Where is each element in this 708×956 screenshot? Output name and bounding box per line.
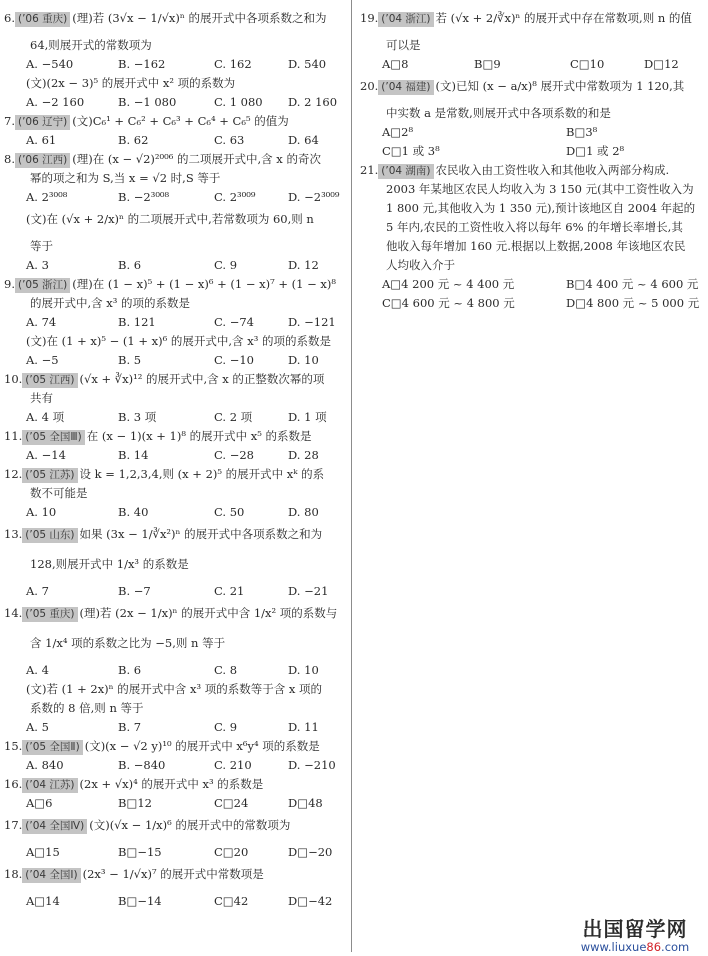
question-line (4, 427, 344, 446)
question-line (4, 294, 344, 313)
option-c: C□20 (214, 845, 249, 859)
question-line (360, 36, 700, 55)
question-number: 16. (4, 777, 23, 791)
question-text: (√x + ∛x)¹² 的展开式中,含 x 的正整数次幂的项 (79, 372, 325, 386)
question-text: (文)在 (1 + x)⁵ − (1 + x)⁶ 的展开式中,含 x³ 的项的系数是 (26, 334, 331, 348)
question-text: (理)在 (1 − x)⁵ + (1 − x)⁶ + (1 − x)⁷ + (1 − x)⁸ (72, 277, 337, 291)
answer-options (4, 843, 344, 862)
question-text: (理)若 (3√x − 1/√x)ⁿ 的展开式中各项系数之和为 (72, 11, 327, 25)
answer-options (4, 408, 344, 427)
question-line (4, 237, 344, 256)
option-d: D. 540 (288, 57, 327, 71)
question-text: (文)已知 (x − a/x)⁸ 展开式中常数项为 1 120,其 (435, 79, 685, 93)
source-badge: (’05 山东) (22, 528, 77, 543)
question-number: 21. (360, 163, 379, 177)
question-item (4, 275, 344, 370)
question-line (4, 389, 344, 408)
option-b: B. 7 (118, 720, 142, 734)
question-text: 数不可能是 (30, 486, 88, 500)
option-c: C. 2 项 (214, 410, 253, 424)
question-text: 中实数 a 是常数,则展开式中各项系数的和是 (386, 106, 611, 120)
question-line (4, 112, 344, 131)
option-a: A□2⁸ (382, 125, 414, 139)
option-d: D□−42 (288, 894, 333, 908)
option-a: A□15 (26, 845, 60, 859)
watermark-title: 出国留学网 (582, 917, 688, 941)
option-b: B□−14 (118, 894, 162, 908)
option-c: C□1 或 3⁸ (382, 144, 440, 158)
option-b: B. −162 (118, 57, 166, 71)
answer-options (4, 582, 344, 601)
question-line (4, 680, 344, 699)
option-a: A. 61 (26, 133, 57, 147)
source-badge: (’05 江西) (22, 373, 77, 388)
option-a: A□6 (26, 796, 53, 810)
option-c: C. 162 (214, 57, 252, 71)
question-text: (文)(√x − 1/x)⁶ 的展开式中的常数项为 (89, 818, 291, 832)
source-badge: (’04 江苏) (22, 778, 77, 793)
option-d: D. 28 (288, 448, 319, 462)
question-line (360, 237, 700, 256)
question-line (360, 104, 700, 123)
option-b: B. 6 (118, 258, 142, 272)
question-text: 设 k = 1,2,3,4,则 (x + 2)⁵ 的展开式中 xᵏ 的系 (79, 467, 325, 481)
option-b: B. 40 (118, 505, 149, 519)
answer-options (4, 503, 344, 522)
question-text: 的展开式中,含 x³ 的项的系数是 (30, 296, 191, 310)
question-text: (文)(2x − 3)⁵ 的展开式中 x² 项的系数为 (26, 76, 236, 90)
question-item (4, 112, 344, 150)
answer-options (4, 131, 344, 150)
option-c: C. −74 (214, 315, 254, 329)
source-badge: (’05 江苏) (22, 468, 77, 483)
question-item (360, 6, 700, 74)
question-number: 8. (4, 152, 15, 166)
left-column (4, 6, 344, 911)
sub-question (4, 207, 344, 275)
option-d: D. 80 (288, 505, 319, 519)
option-d: D. 11 (288, 720, 319, 734)
question-line (4, 275, 344, 294)
question-text: 如果 (3x − 1/∛x²)ⁿ 的展开式中各项系数之和为 (79, 527, 323, 541)
option-b: B. 14 (118, 448, 149, 462)
source-badge: (’04 全国Ⅰ) (22, 868, 80, 883)
option-b: B. 62 (118, 133, 149, 147)
option-c: C. 1 080 (214, 95, 263, 109)
url-highlight: 86 (646, 940, 662, 954)
question-text: (文)C₆¹ + C₆² + C₆³ + C₆⁴ + C₆⁵ 的值为 (72, 114, 289, 128)
option-d: D. 10 (288, 353, 319, 367)
option-c: C□10 (570, 57, 605, 71)
source-badge: (’04 湖南) (378, 164, 433, 179)
option-d: D. −21 (288, 584, 329, 598)
question-line (4, 74, 344, 93)
option-d: D□48 (288, 796, 323, 810)
source-badge: (’06 重庆) (15, 12, 70, 27)
question-item (4, 465, 344, 522)
question-item (360, 74, 700, 161)
answer-options (4, 892, 344, 911)
url-prefix: www.liuxue (580, 940, 647, 954)
question-line (360, 199, 700, 218)
question-line (4, 169, 344, 188)
option-b: B□9 (474, 57, 501, 71)
question-text: 5 年内,农民的工资性收入将以每年 6% 的年增长率增长,其 (386, 220, 683, 234)
question-line (360, 74, 700, 104)
question-text: 系数的 8 倍,则 n 等于 (30, 701, 144, 715)
question-item (4, 862, 344, 911)
question-item (4, 775, 344, 813)
option-c: C. 63 (214, 133, 245, 147)
question-line (360, 6, 700, 36)
question-text: 2003 年某地区农民人均收入为 3 150 元(其中工资性收入为 (386, 182, 694, 196)
option-a: A. 74 (26, 315, 57, 329)
url-suffix: .com (661, 940, 690, 954)
question-number: 11. (4, 429, 23, 443)
question-line (4, 552, 344, 582)
answer-options (4, 756, 344, 775)
answer-options (4, 313, 344, 332)
option-c: C. 50 (214, 505, 245, 519)
question-text: (2x + √x)⁴ 的展开式中 x³ 的系数是 (79, 777, 264, 791)
answer-options (4, 93, 344, 112)
answer-options (4, 718, 344, 737)
answer-options-row (360, 123, 700, 142)
option-c: C□42 (214, 894, 249, 908)
question-number: 9. (4, 277, 15, 291)
answer-options-row (360, 275, 700, 294)
question-text: 128,则展开式中 1/x³ 的系数是 (30, 557, 189, 571)
question-text: (理)在 (x − √2)²⁰⁰⁶ 的二项展开式中,含 x 的奇次 (72, 152, 321, 166)
option-c: C. 8 (214, 663, 238, 677)
source-badge: (’06 江西) (15, 153, 70, 168)
question-number: 20. (360, 79, 379, 93)
question-line (4, 6, 344, 36)
option-a: A. −14 (26, 448, 66, 462)
option-d: D□12 (644, 57, 679, 71)
question-line (360, 161, 700, 180)
option-b: B. −7 (118, 584, 151, 598)
option-c: C. −10 (214, 353, 254, 367)
question-text: 农民收入由工资性收入和其他收入两部分构成. (435, 163, 670, 177)
answer-options (4, 661, 344, 680)
option-b: B□3⁸ (566, 125, 598, 139)
option-b: B. 6 (118, 663, 142, 677)
option-d: D. −121 (288, 315, 336, 329)
option-a: A. 5 (26, 720, 49, 734)
question-item (4, 150, 344, 275)
question-item (4, 601, 344, 737)
question-line (4, 862, 344, 892)
question-line (4, 699, 344, 718)
question-line (4, 36, 344, 55)
source-badge: (’05 浙江) (15, 278, 70, 293)
question-line (4, 332, 344, 351)
question-text: 1 800 元,其他收入为 1 350 元),预计该地区自 2004 年起的 (386, 201, 696, 215)
option-a: A. 3 (26, 258, 49, 272)
question-line (4, 631, 344, 661)
question-item (360, 161, 700, 313)
question-line (360, 180, 700, 199)
answer-options (360, 55, 700, 74)
answer-options (4, 351, 344, 370)
option-b: B□4 400 元 ~ 4 600 元 (566, 277, 699, 291)
source-badge: (’05 全国Ⅲ) (22, 430, 84, 445)
question-line (4, 775, 344, 794)
question-text: 在 (x − 1)(x + 1)⁸ 的展开式中 x⁵ 的系数是 (86, 429, 312, 443)
source-badge: (’04 福建) (378, 80, 433, 95)
question-line (4, 207, 344, 237)
question-line (360, 256, 700, 275)
question-text: (文)在 (√x + 2/x)ⁿ 的二项展开式中,若常数项为 60,则 n (26, 212, 314, 226)
option-b: B. −2³⁰⁰⁸ (118, 190, 170, 204)
question-text: 人均收入介于 (386, 258, 455, 272)
option-a: A. 2³⁰⁰⁸ (26, 190, 68, 204)
source-badge: (’05 全国Ⅱ) (22, 740, 82, 755)
option-a: A□4 200 元 ~ 4 400 元 (382, 277, 515, 291)
source-badge: (’04 浙江) (378, 12, 433, 27)
source-badge: (’06 辽宁) (15, 115, 70, 130)
question-text: 共有 (30, 391, 53, 405)
question-number: 14. (4, 606, 23, 620)
question-number: 17. (4, 818, 23, 832)
option-b: B. −1 080 (118, 95, 177, 109)
question-line (4, 484, 344, 503)
option-a: A. −2 160 (26, 95, 85, 109)
question-item (4, 522, 344, 601)
question-number: 10. (4, 372, 23, 386)
option-a: A. −540 (26, 57, 74, 71)
question-text: 若 (√x + 2/∛x)ⁿ 的展开式中存在常数项,则 n 的值 (435, 11, 692, 25)
option-a: A. −5 (26, 353, 59, 367)
sub-question (4, 74, 344, 112)
sub-question (4, 332, 344, 370)
option-d: D. 2 160 (288, 95, 338, 109)
option-b: B. 121 (118, 315, 156, 329)
question-number: 12. (4, 467, 23, 481)
answer-options (4, 256, 344, 275)
question-number: 19. (360, 11, 379, 25)
question-item (4, 813, 344, 862)
option-b: B. 5 (118, 353, 142, 367)
option-a: A□14 (26, 894, 60, 908)
question-number: 13. (4, 527, 23, 541)
question-number: 18. (4, 867, 23, 881)
option-a: A. 10 (26, 505, 57, 519)
question-text: (理)若 (2x − 1/x)ⁿ 的展开式中含 1/x² 项的系数与 (79, 606, 338, 620)
answer-options-row (360, 294, 700, 313)
option-c: C. 9 (214, 258, 238, 272)
question-line (4, 465, 344, 484)
question-line (4, 522, 344, 552)
option-d: D□1 或 2⁸ (566, 144, 625, 158)
answer-options (4, 188, 344, 207)
option-d: D. 12 (288, 258, 319, 272)
option-b: B. −840 (118, 758, 166, 772)
answer-options (4, 446, 344, 465)
option-d: D□−20 (288, 845, 333, 859)
question-text: (文)若 (1 + 2x)ⁿ 的展开式中含 x³ 项的系数等于含 x 项的 (26, 682, 322, 696)
question-text: (2x³ − 1/√x)⁷ 的展开式中常数项是 (82, 867, 264, 881)
right-column (360, 6, 700, 313)
option-c: C. 2³⁰⁰⁹ (214, 190, 256, 204)
option-c: C. −28 (214, 448, 254, 462)
option-b: B. 3 项 (118, 410, 157, 424)
watermark-url (570, 940, 700, 954)
question-line (4, 150, 344, 169)
question-text: 含 1/x⁴ 项的系数之比为 −5,则 n 等于 (30, 636, 226, 650)
answer-options (4, 55, 344, 74)
question-item (4, 6, 344, 112)
question-item (4, 370, 344, 427)
option-d: D. 64 (288, 133, 319, 147)
question-number: 7. (4, 114, 15, 128)
answer-options-row (360, 142, 700, 161)
source-badge: (’05 重庆) (22, 607, 77, 622)
option-c: C. 21 (214, 584, 245, 598)
option-d: D. −2³⁰⁰⁹ (288, 190, 340, 204)
question-text: 64,则展开式的常数项为 (30, 38, 152, 52)
option-c: C. 9 (214, 720, 238, 734)
option-b: B□12 (118, 796, 152, 810)
answer-options (4, 794, 344, 813)
site-watermark (570, 918, 700, 954)
column-divider (351, 0, 352, 952)
option-c: C. 210 (214, 758, 252, 772)
question-item (4, 737, 344, 775)
option-a: A. 840 (26, 758, 64, 772)
question-item (4, 427, 344, 465)
question-line (4, 601, 344, 631)
option-d: D. 1 项 (288, 410, 327, 424)
question-text: 等于 (30, 239, 53, 253)
option-c: C□4 600 元 ~ 4 800 元 (382, 296, 515, 310)
option-a: A. 4 (26, 663, 49, 677)
question-line (4, 370, 344, 389)
question-text: 可以是 (386, 38, 421, 52)
question-line (4, 737, 344, 756)
question-line (360, 218, 700, 237)
question-text: (文)(x − √2 y)¹⁰ 的展开式中 x⁶y⁴ 项的系数是 (84, 739, 320, 753)
question-text: 幂的项之和为 S,当 x = √2 时,S 等于 (30, 171, 221, 185)
source-badge: (’04 全国Ⅳ) (22, 819, 87, 834)
option-a: A. 7 (26, 584, 49, 598)
question-number: 15. (4, 739, 23, 753)
option-a: A□8 (382, 57, 409, 71)
sub-question (4, 680, 344, 737)
option-c: C□24 (214, 796, 249, 810)
option-d: D. −210 (288, 758, 336, 772)
option-d: D□4 800 元 ~ 5 000 元 (566, 296, 700, 310)
option-a: A. 4 项 (26, 410, 65, 424)
question-line (4, 813, 344, 843)
question-number: 6. (4, 11, 15, 25)
question-text: 他收入每年增加 160 元.根据以上数据,2008 年该地区农民 (386, 239, 686, 253)
option-b: B□−15 (118, 845, 162, 859)
option-d: D. 10 (288, 663, 319, 677)
